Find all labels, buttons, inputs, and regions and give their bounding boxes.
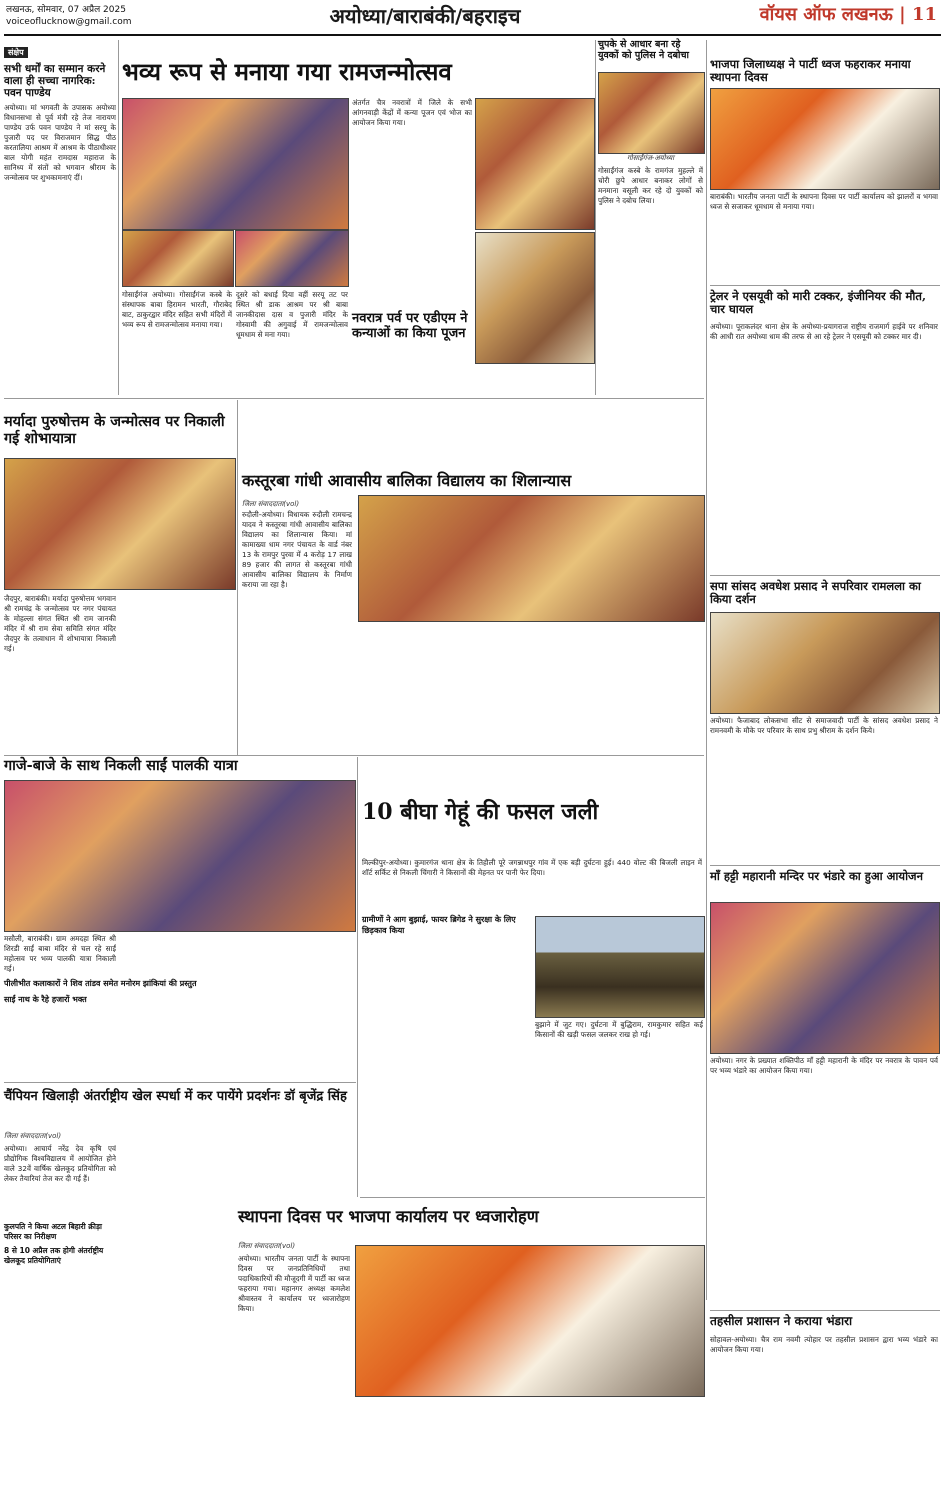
divider [357,757,358,1197]
gehun-headline: 10 बीघा गेहूं की फसल जली [362,799,599,825]
divider [4,398,704,399]
sthapana-headline: स्थापना दिवस पर भाजपा कार्यालय पर ध्वजारोहण [238,1207,539,1226]
paper-name-text: वॉयस ऑफ लखनऊ [759,4,893,25]
main-photo-3 [235,230,349,287]
tehsil-headline: तहसील प्रशासन ने कराया भंडारा [710,1314,853,1328]
sapa-headline: सपा सांसद अवधेश प्रसाद ने सपरिवार रामलला का किया दर्शन [710,579,921,607]
champion-headline: चैंपियन खिलाड़ी अंतर्राष्ट्रीय खेल स्पर्धा में कर पायेंगे प्रदर्शनः डॉ बृजेंद्र सिंह [4,1089,347,1104]
kasturba-byline: जिला संवाददाता(vol) [242,500,300,508]
trailer-headline: ट्रेलर ने एसयूवी को मारी टक्कर, इंजीनियर की मौत, चार घायल [710,289,926,317]
champion-bullet-1: कुलपति ने किया अटल बिहारी क्रीड़ा परिसर का निरीक्षण [4,1222,116,1242]
maryada-photo [4,458,236,590]
main-headline: भव्य रूप से मनाया गया रामजन्मोत्सव [122,57,452,86]
mahila-photo [710,902,940,1054]
bjp-flag-photo [710,88,940,190]
maryada-body-cont [120,594,234,744]
champion-body-2 [120,1144,232,1484]
champion-byline: जिला संवाददाता(vol) [4,1132,62,1140]
page-number: 11 [911,4,937,25]
chupke-photo [598,72,705,154]
bjp-flag-body: बाराबंकी। भारतीय जनता पार्टी के स्थापना दिवस पर पार्टी कार्यालय को झालरों व भगवा ध्वज से सजाकर धूमधाम से मनाया गया। [710,192,938,211]
gehun-bullet: ग्रामीणों ने आग बुझाई, फायर ब्रिगेड ने सुरक्षा के लिए छिड़काव किया [362,914,530,936]
kasturba-headline: कस्तूरबा गांधी आवासीय बालिका विद्यालय का शिलान्यास [242,471,572,490]
sthapana-body: अयोध्या। भारतीय जनता पार्टी के स्थापना दिवस पर जनप्रतिनिधियों तथा पदाधिकारियों की मौजूदगी में पार्टी का ध्वज फहराया गया। महानगर अध्यक्ष कमलेश श्रीवास्तव ने कार्यालय पर ध्वजारोहण किया। [238,1254,350,1313]
divider [595,40,596,395]
kasturba-body-2 [358,625,470,750]
divider [360,1197,705,1198]
masthead-rule [4,34,941,36]
kasturba-body: रुदौली-अयोध्या। विधायक रुदौली रामचन्द्र यादव ने कस्तूरबा गांधी आवासीय बालिका विद्यालय का शिलान्यास किया। मां कामाख्या धाम नगर पंचायत के वार्ड नंबर 13 के रामपुर पुरवा में 4 करोड़ 17 लाख 89 हजार की लागत से कस्तूरबा गांधी आवासीय बालिका विद्यालय के निर्माण कराया जा रहा है। [242,510,352,589]
navratra-headline: नवरात्र पर्व पर एडीएम ने कन्याओं का किया पूजन [352,311,468,341]
sidebar-label: संक्षेप [4,47,28,58]
main-photo-1 [122,98,349,230]
divider [706,40,707,1300]
sthapana-body-4 [589,1400,703,1490]
paper-name: वॉयस ऑफ लखनऊ | 11 [759,4,937,25]
gehun-photo [535,916,705,1018]
sai-bullet-1: पीलीभीत कलाकारों ने शिव तांडव समेत मनोरम झांकियां की प्रस्तुत [4,978,234,989]
chupke-headline: चुपके से आधार बना रहे युवकों को पुलिस ने दबोचा [598,39,689,61]
gehun-body-cont [362,940,530,1090]
sai-body: मसौली, बाराबंकी। ग्राम अमदहा स्थित श्री शिरडी साईं बाबा मंदिर से चल रहे साईं महोत्सव पर भव्य पालकी यात्रा निकाली गई। [4,934,116,973]
divider [710,1310,940,1311]
champion-body: अयोध्या। आचार्य नरेंद्र देव कृषि एवं प्रौद्योगिक विश्वविद्यालय में आयोजित होने वाले 32वें वार्षिक खेलकूद प्रतियोगिता को लेकर तैयारियां तेज कर दी गई हैं। [4,1144,116,1183]
email: voiceoflucknow@gmail.com [6,17,132,27]
sapa-body: अयोध्या। फैजाबाद लोकसभा सीट से समाजवादी पार्टी के सांसद अवधेश प्रसाद ने रामनवमी के मौके पर परिवार के साथ प्रभु श्रीराम के दर्शन किये। [710,716,938,735]
navratra-photo-2 [475,232,595,364]
gehun-body: मिल्कीपुर-अयोध्या। कुमारगंज थाना क्षेत्र के तिहौली पूरे जगन्नाथपुर गांव में एक बड़ी दुर्घटना हुई। 440 वोल्ट की बिजली लाइन में शॉर्ट सर्किट से निकली चिंगारी ने किसानों की मेहनत पर पानी फेर दिया। [362,858,702,877]
mahila-body: अयोध्या। नगर के प्रख्यात शक्तिपीठ माँ हट्टी महारानी के मंदिर पर नवरात्र के पावन पर्व पर भव्य भंडारे का आयोजन किया गया। [710,1056,938,1075]
main-photo-2 [122,230,234,287]
gehun-body-2: बुझाने में जुट गए। दुर्घटना में बुद्धिराम, रामकुमार सहित कई किसानों की खड़ी फसल जलकर राख हो गई। [535,1020,703,1039]
left-article-1 [4,40,116,360]
a1-headline: सभी धर्मों का सम्मान करने वाला ही सच्चा नागरिक: पवन पाण्डेय [4,63,106,100]
champion-bullet-2: 8 से 10 अप्रैल तक होगी अंतर्राष्ट्रीय खेलकूद प्रतियोगिताएं [4,1246,116,1266]
divider [710,575,940,576]
divider [710,285,940,286]
maryada-body: जैदपुर, बाराबंकी। मर्यादा पुरुषोत्तम भगवान श्री रामचंद्र के जन्मोत्सव पर नगर पंचायत के मोहल्ला संगत स्थित श्री राम जानकी मंदिर में श्री राम सेवा समिति संगत मंदिर जैदपुर के तत्वाधान में शोभायात्रा निकाली गई। [4,594,116,653]
trailer-body: अयोध्या। पूराकलंदर थाना क्षेत्र के अयोध्या-प्रयागराज राष्ट्रीय राजमार्ग हाईवे पर शनिवार की आधी रात अयोध्या धाम की तरफ से आ रहे ट्रेलर ने एसयूवी को टक्कर मार दी। [710,322,938,341]
kasturba-photo [358,495,705,622]
masthead-left [6,4,132,28]
divider [237,400,238,755]
sai-bullet-2: साईं नाथ के रैहे हजारों भक्त [4,994,234,1005]
main-body: दूसरे को बधाई दिया वहीं सरयू तट पर स्थित श्री डाक आश्रम पर श्री बाबा जानकीदास दास व पुजारी मंदिर के गोस्वामी की अगुवाई में रामजन्मोत्सव धूमधाम से मना गया। [236,290,348,339]
section-title: अयोध्या/बाराबंकी/बहराइच [329,4,521,28]
sai-body-cont [4,1010,354,1080]
bjp-flag-headline: भाजपा जिलाध्यक्ष ने पार्टी ध्वज फहराकर मनाया स्थापना दिवस [710,57,911,85]
main-caption: गोसाईंगंज अयोध्या। गोसाईंगंज कस्बे के संस्थापक बाबा हिरामन भारती, गौराबेद बाट, ठाकुरद्वार मंदिर सहित सभी मंदिरों में भव्य रूप से रामजन्मोत्सव मनाया गया। [122,290,232,329]
divider [4,755,704,756]
kasturba-body-4 [592,625,704,750]
date-line: लखनऊ, सोमवार, 07 अप्रैल 2025 [6,5,126,15]
sthapana-body-2 [355,1400,467,1490]
sthapana-byline: जिला संवाददाता(vol) [238,1242,296,1250]
sthapana-photo [355,1245,705,1397]
navratra-photo-1 [475,98,595,230]
sapa-photo [710,612,940,714]
chupke-caption: गोसाईंगंज-अयोध्या [626,154,675,162]
chupke-body: गोसाईंगंज कस्बे के रामगंज मुहल्ले में चोरी छुपे आधार बनाकर लोगों से मनमाना वसूली कर रहे दो युवकों को पुलिस ने दबोच लिया। [598,166,703,205]
divider [4,1082,356,1083]
maryada-headline: मर्यादा पुरुषोत्तम के जन्मोत्सव पर निकाली गई शोभायात्रा [4,413,225,447]
kasturba-body-3 [475,625,587,750]
divider [710,865,940,866]
sthapana-body-3 [472,1400,584,1490]
navratra-body: अंतर्गत चैत्र नवरात्रों में जिले के सभी आंगनवाड़ी केंद्रों में कन्या पूजन एवं भोज का आयोजन किया गया। [352,98,472,127]
mahila-headline: माँ हट्टी महारानी मन्दिर पर भंडारे का हुआ आयोजन [710,869,923,883]
tehsil-body: सोहावल-अयोध्या। चैत्र राम नवमी त्योहार पर तहसील प्रशासन द्वारा भव्य भंडारे का आयोजन किया गया। [710,1335,938,1354]
a1-body: अयोध्या। मां भगवती के उपासक अयोध्या विधानसभा से पूर्व मंत्री रहे तेज नारायण पाण्डेय उर्फ पवन पाण्डेय ने मां सरयू के पुजारी पद पर विराजमान सिद्ध पीठ करतालिया आश्रम में आश्रम के पीठाधीश्वर बाल योगी महंत रामदास महाराज के सानिध्य में संतों को भगवान श्रीराम के जन्मोत्सव पर शुभकामनाएं दीं। [4,103,116,183]
sai-photo [4,780,356,932]
divider [118,40,119,395]
sai-headline: गाजे-बाजे के साथ निकली साईं पालकी यात्रा [4,757,238,774]
